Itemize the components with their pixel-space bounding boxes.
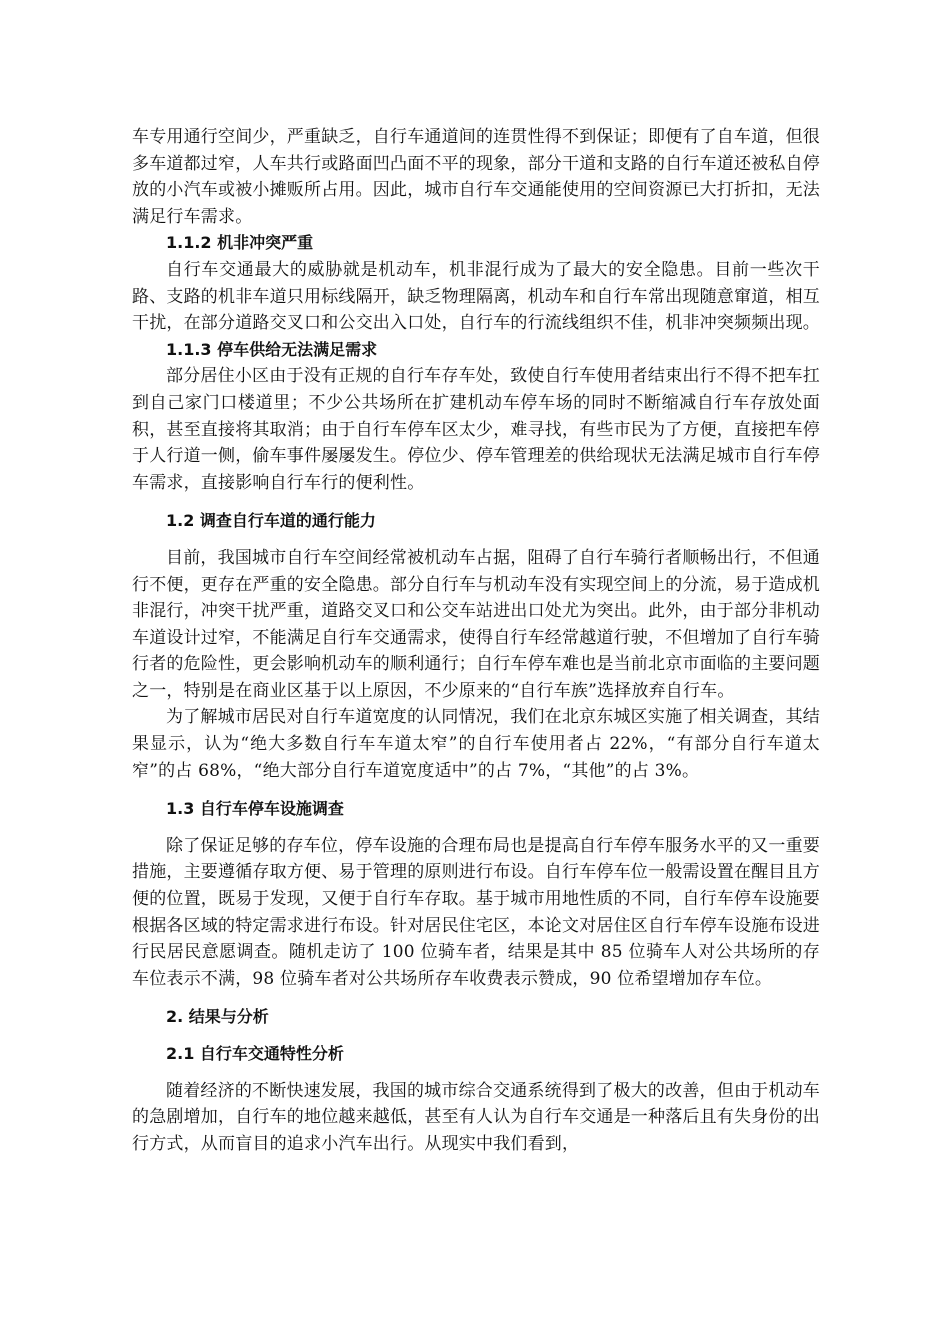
paragraph-1-1-2: 自行车交通最大的威胁就是机动车，机非混行成为了最大的安全隐患。目前一些次干路、支路的机非车道只用标线隔开，缺乏物理隔离，机动车和自行车常出现随意窜道，相互干扰，在部分道路交叉口和公交出入口处，自行车的行流线组织不佳，机非冲突频频出现。	[132, 259, 820, 334]
heading-1-3: 1.3 自行车停车设施调查	[166, 799, 344, 819]
heading-1-1-3: 1.1.3 停车供给无法满足需求	[166, 339, 378, 359]
paragraph-1-2-a: 目前，我国城市自行车空间经常被机动车占据，阻碍了自行车骑行者顺畅出行，不但通行不便，更存在严重的安全隐患。部分自行车与机动车没有实现空间上的分流，易于造成机非混行，冲突干扰严重，道路交叉口和公交车站进出口处尤为突出。此外，由于部分非机动车道设计过窄，不能满足自行车交通需求，使得自行车经常越道行驶，不但增加了自行车骑行者的危险性，更会影响机动车的顺利通行；自行车停车难也是当前北京市面临的主要问题之一，特别是在商业区基于以上原因，不少原来的“自行车族”选择放弃自行车。	[132, 547, 820, 701]
paragraph-1-2-b: 为了解城市居民对自行车道宽度的认同情况，我们在北京东城区实施了相关调查，其结果显示，认为“绝大多数自行车车道太窄”的自行车使用者占 22%，“有部分自行车道太窄”的占 68%，“绝大部分自行车道宽度适中”的占 7%，“其他”的占 3%。	[132, 707, 820, 781]
paragraph-2-1: 随着经济的不断快速发展，我国的城市综合交通系统得到了极大的改善，但由于机动车的急剧增加，自行车的地位越来越低，甚至有人认为自行车交通是一种落后且有失身份的出行方式，从而盲目的追求小汽车出行。从现实中我们看到，	[132, 1080, 820, 1154]
paragraph-1-1-3: 部分居住小区由于没有正规的自行车存车处，致使自行车使用者结束出行不得不把车扛到自己家门口楼道里；不少公共场所在扩建机动车停车场的同时不断缩减自行车存放处面积，甚至直接将其取消；由于自行车停车区太少，难寻找，有些市民为了方便，直接把车停于人行道一侧，偷车事件屡屡发生。停位少、停车管理差的供给现状无法满足城市自行车停车需求，直接影响自行车行的便利性。	[132, 366, 820, 493]
paragraph-1-3: 除了保证足够的存车位，停车设施的合理布局也是提高自行车停车服务水平的又一重要措施，主要遵循存取方便、易于管理的原则进行布设。自行车停车位一般需设置在醒目且方便的位置，既易于发现，又便于自行车存取。基于城市用地性质的不同，自行车停车设施要根据各区域的特定需求进行布设。针对居民住宅区，本论文对居住区自行车停车设施布设进行民居民意愿调查。随机走访了 100 位骑车者，结果是其中 85 位骑车人对公共场所的存车位表示不满，98 位骑车者对公共场所存车收费表示赞成，90 位希望增加存车位。	[132, 835, 820, 989]
heading-2-1: 2.1 自行车交通特性分析	[166, 1044, 344, 1063]
paragraph-intro: 车专用通行空间少，严重缺乏，自行车通道间的连贯性得不到保证；即便有了自车道，但很多车道都过窄，人车共行或路面凹凸面不平的现象，部分干道和支路的自行车道还被私自停放的小汽车或被小摊贩所占用。因此，城市自行车交通能使用的空间资源已大打折扣，无法满足行车需求。	[132, 127, 820, 227]
heading-1-1-2: 1.1.2 机非冲突严重	[166, 233, 314, 253]
heading-2: 2. 结果与分析	[166, 1007, 269, 1027]
document-body	[132, 124, 820, 1157]
heading-1-2: 1.2 调查自行车道的通行能力	[166, 511, 376, 531]
